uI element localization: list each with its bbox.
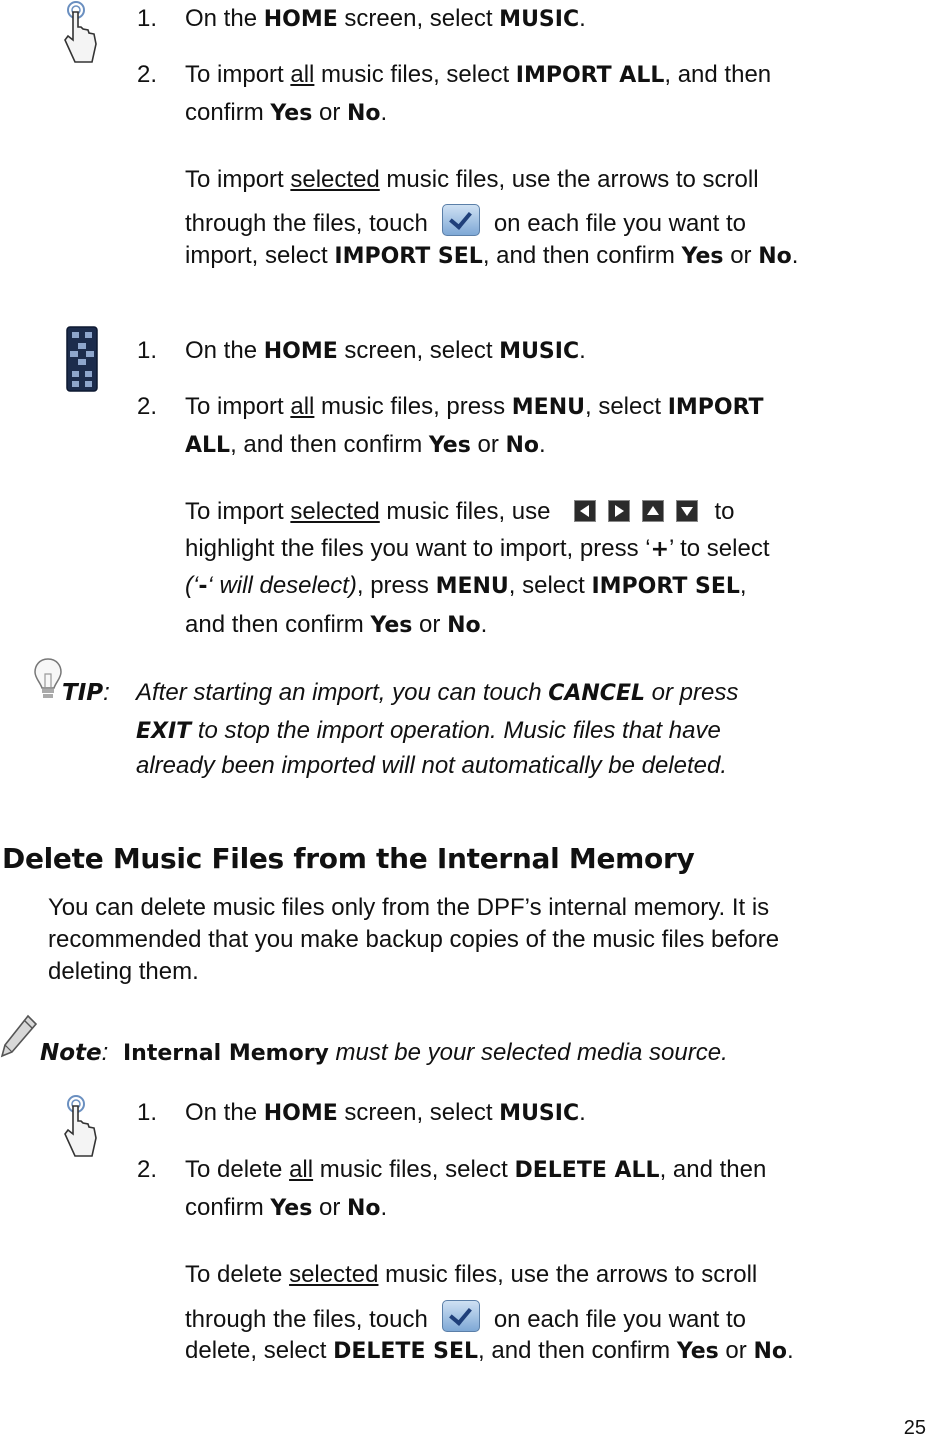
step-number: 1. (137, 337, 158, 364)
all-underlined: all (289, 1156, 314, 1183)
no-keyword: No (753, 1339, 787, 1364)
yes-keyword: Yes (370, 613, 413, 638)
text: screen, select (337, 1099, 500, 1126)
text: After starting an import, you can touch (136, 679, 549, 706)
section-heading: Delete Music Files from the Internal Memory (2, 842, 695, 875)
step-number: 1. (137, 1099, 158, 1126)
import-keyword: IMPORT (667, 395, 764, 420)
text: , (739, 572, 747, 599)
tip-keyword: TIP (62, 680, 104, 706)
yes-keyword: Yes (270, 101, 313, 126)
text: import, select (185, 242, 335, 269)
text: On the (185, 1099, 264, 1126)
step-number: 2. (137, 1156, 158, 1183)
no-keyword: No (447, 613, 481, 638)
text: ’ to select (669, 535, 770, 562)
text: screen, select (337, 337, 500, 364)
step-2-text (185, 1156, 766, 1184)
text: , and then confirm (478, 1337, 677, 1364)
text: : (101, 1039, 109, 1066)
text: , and then confirm (482, 242, 682, 269)
checkmark-button-icon (442, 1300, 480, 1332)
text: . (380, 99, 388, 126)
cancel-keyword: CANCEL (548, 681, 645, 706)
no-keyword: No (346, 1196, 381, 1221)
text: confirm (185, 99, 271, 126)
text: . (579, 337, 586, 364)
tip-label (62, 679, 110, 707)
step-1-text (185, 337, 586, 365)
selected-import-para-3 (185, 242, 798, 270)
tip-line-1 (136, 679, 738, 707)
text: or (312, 1194, 347, 1221)
intro-line-3: deleting them. (48, 958, 199, 985)
no-keyword: No (505, 433, 540, 458)
menu-keyword: MENU (511, 395, 585, 420)
text: through the files, touch (185, 1306, 428, 1333)
selected-import-para-2 (185, 204, 746, 238)
all-keyword: ALL (185, 433, 231, 458)
text: . (791, 242, 799, 269)
note-keyword: Note (40, 1040, 102, 1066)
selected-delete-para (185, 1261, 757, 1289)
note-line (40, 1039, 728, 1067)
text: , select (584, 393, 668, 420)
yes-keyword: Yes (676, 1339, 719, 1364)
no-keyword: No (346, 101, 381, 126)
yes-keyword: Yes (270, 1196, 313, 1221)
text: on each file you want to (493, 210, 746, 237)
step-1-text (185, 1099, 586, 1127)
step-2-text (185, 393, 764, 421)
step-1-text (185, 5, 586, 33)
text: . (539, 431, 546, 458)
yes-keyword: Yes (428, 433, 471, 458)
text: to (714, 498, 735, 525)
music-keyword: MUSIC (499, 7, 580, 32)
delete-all-keyword: DELETE ALL (514, 1158, 660, 1183)
menu-keyword: MENU (435, 574, 509, 599)
text: To import (185, 61, 291, 88)
text: delete, select (185, 1337, 334, 1364)
text: or (312, 99, 347, 126)
selected-underlined: selected (289, 1261, 379, 1288)
text: : (103, 679, 110, 706)
import-sel-keyword: IMPORT SEL (591, 574, 740, 599)
selected-delete-para-2 (185, 1300, 746, 1334)
text: to stop the import operation. Music files that have (191, 717, 721, 744)
text: or (718, 1337, 754, 1364)
selected-import-para-2 (185, 535, 770, 563)
selected-delete-para-3 (185, 1337, 794, 1365)
all-underlined: all (290, 393, 315, 420)
selected-underlined: selected (290, 498, 380, 525)
text: . (380, 1194, 388, 1221)
text: or (470, 431, 506, 458)
text: must be your selected media source. (328, 1039, 728, 1066)
text: To import (185, 393, 291, 420)
text: or press (645, 679, 739, 706)
step-2-text-cont (185, 99, 387, 127)
yes-keyword: Yes (681, 244, 724, 269)
text: and then confirm (185, 611, 371, 638)
plus-key: + (650, 537, 669, 562)
selected-import-para (185, 166, 759, 194)
music-keyword: MUSIC (499, 1101, 580, 1126)
text: music files, use the arrows to scroll (378, 1261, 758, 1288)
text: To import (185, 498, 291, 525)
touch-hand-icon (60, 1094, 100, 1166)
text: , and then (659, 1156, 767, 1183)
down-arrow-icon (676, 500, 698, 522)
text: , and then confirm (230, 431, 429, 458)
text: music files, press (314, 393, 512, 420)
step-number: 2. (137, 61, 158, 88)
touch-hand-icon (60, 0, 100, 72)
step-2-text (185, 61, 771, 89)
internal-memory-keyword: Internal Memory (123, 1041, 329, 1066)
text: . (480, 611, 488, 638)
text: music files, use the arrows to scroll (379, 166, 759, 193)
no-keyword: No (758, 244, 792, 269)
text: To import (185, 166, 291, 193)
right-arrow-icon (608, 500, 630, 522)
text: music files, use (379, 498, 551, 525)
selected-underlined: selected (290, 166, 380, 193)
minus-key: - (198, 574, 208, 599)
music-keyword: MUSIC (499, 339, 580, 364)
up-arrow-icon (642, 500, 664, 522)
step-number: 2. (137, 393, 158, 420)
step-2-text-cont (185, 431, 546, 459)
delete-sel-keyword: DELETE SEL (333, 1339, 479, 1364)
selected-import-para (185, 498, 735, 526)
tip-line-2 (136, 717, 721, 745)
text: on each file you want to (493, 1306, 746, 1333)
selected-import-para-4 (185, 611, 487, 639)
import-sel-keyword: IMPORT SEL (334, 244, 483, 269)
text: , press (356, 572, 436, 599)
step-2-text-cont (185, 1194, 387, 1222)
text: , select (508, 572, 592, 599)
remote-control-icon (66, 326, 98, 392)
text: To delete (185, 1261, 290, 1288)
text: On the (185, 337, 264, 364)
text: On the (185, 5, 264, 32)
text: music files, select (313, 1156, 515, 1183)
exit-keyword: EXIT (136, 719, 192, 744)
page-number: 25 (903, 1417, 926, 1439)
home-keyword: HOME (263, 1101, 338, 1126)
text: (‘ (185, 572, 199, 599)
intro-line-1: You can delete music files only from the DPF’s internal memory. It is (48, 894, 770, 921)
text: through the files, touch (185, 210, 428, 237)
text: . (579, 1099, 586, 1126)
text: or (723, 242, 759, 269)
text: screen, select (337, 5, 500, 32)
pencil-icon (0, 1014, 38, 1058)
all-underlined: all (290, 61, 315, 88)
text: . (786, 1337, 794, 1364)
import-all-keyword: IMPORT ALL (515, 63, 665, 88)
text: confirm (185, 1194, 271, 1221)
lightbulb-icon (32, 656, 64, 704)
deselect-note: ‘ will deselect) (207, 572, 357, 599)
checkmark-button-icon (442, 204, 480, 236)
home-keyword: HOME (263, 339, 338, 364)
text: . (579, 5, 586, 32)
text: or (412, 611, 448, 638)
text: music files, select (314, 61, 516, 88)
left-arrow-icon (574, 500, 596, 522)
home-keyword: HOME (263, 7, 338, 32)
selected-import-para-3 (185, 572, 747, 600)
text: , and then (664, 61, 772, 88)
tip-line-3: already been imported will not automatically be deleted. (136, 752, 728, 779)
step-number: 1. (137, 5, 158, 32)
intro-line-2: recommended that you make backup copies of the music files before (48, 926, 780, 953)
text: To delete (185, 1156, 290, 1183)
text: highlight the files you want to import, press ‘ (185, 535, 651, 562)
